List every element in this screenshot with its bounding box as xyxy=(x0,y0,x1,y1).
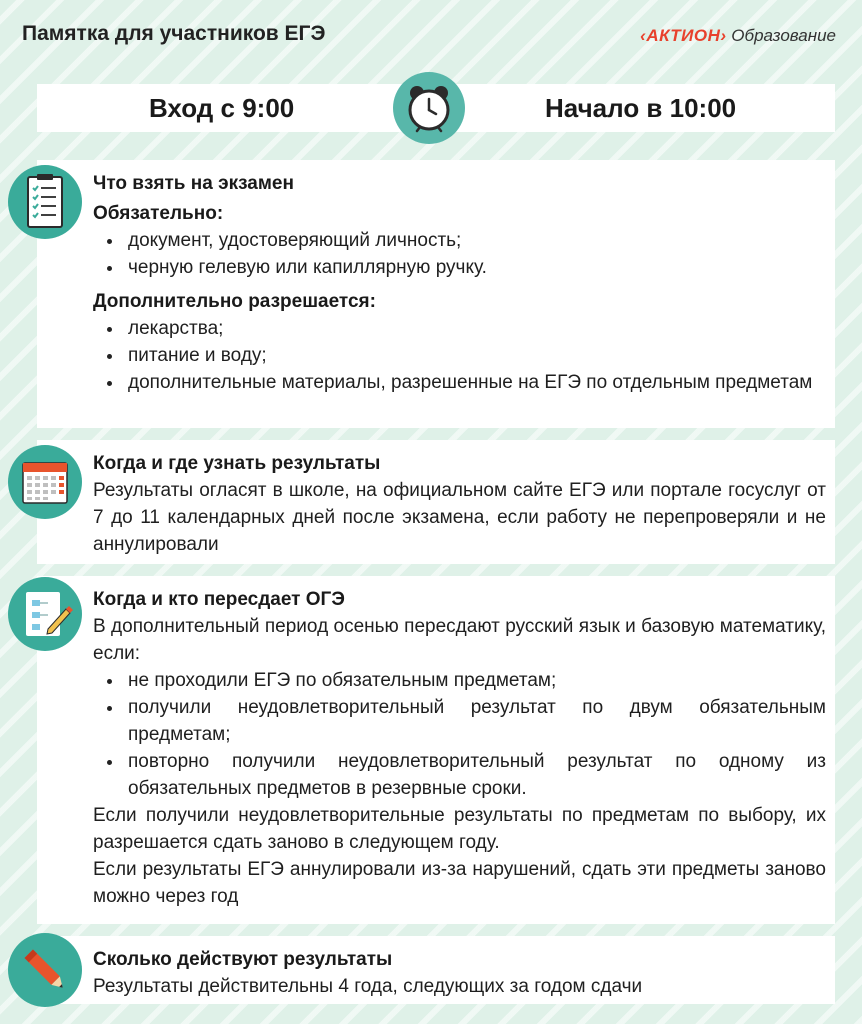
list-item: питание и воду; xyxy=(93,342,826,369)
optional-list xyxy=(93,315,826,396)
calendar-icon xyxy=(8,445,82,519)
brand-mark: ‹АКТИОН› xyxy=(640,26,727,45)
list-item: лекарства; xyxy=(93,315,826,342)
list-item: повторно получили неудовлетворительный результат по одному из обязательных предметов в резервные сроки. xyxy=(93,748,826,802)
list-item: получили неудовлетворительный результат по двум обязательным предметам; xyxy=(93,694,826,748)
required-title: Обязательно: xyxy=(93,203,224,224)
required-list xyxy=(93,227,826,281)
brand-word: Образование xyxy=(731,26,836,45)
section-note: Если получили неудовлетворительные результаты по предметам по выбору, их разрешается сдать заново в следующем году. xyxy=(93,805,826,853)
section-title: Сколько действуют результаты xyxy=(93,949,393,970)
optional-title: Дополнительно разрешается: xyxy=(93,291,376,312)
section-note: Если результаты ЕГЭ аннулировали из-за нарушений, сдать эти предметы заново можно через год xyxy=(93,859,826,907)
section-title: Когда и кто пересдает ОГЭ xyxy=(93,589,345,610)
list-item: дополнительные материалы, разрешенные на ЕГЭ по отдельным предметам xyxy=(93,369,826,396)
list-item: не проходили ЕГЭ по обязательным предметам; xyxy=(93,667,826,694)
document-edit-icon xyxy=(8,577,82,651)
section-text: Результаты огласят в школе, на официальном сайте ЕГЭ или портале госуслуг от 7 до 11 календарных дней после экзамена, если работу не перепроверяли и не аннулировали xyxy=(93,480,826,555)
list-item: документ, удостоверяющий личность; xyxy=(93,227,826,254)
pencil-icon xyxy=(8,933,82,1007)
start-time: Начало в 10:00 xyxy=(545,93,737,123)
alarm-clock-icon xyxy=(393,72,465,144)
card-retake xyxy=(37,576,835,924)
card-validity xyxy=(37,936,835,1004)
section-intro: В дополнительный период осенью пересдают русский язык и базовую математику, если: xyxy=(93,616,826,664)
section-title: Что взять на экзамен xyxy=(93,173,294,194)
brand-logo xyxy=(640,26,836,46)
page-title: Памятка для участников ЕГЭ xyxy=(22,22,326,45)
section-title: Когда и где узнать результаты xyxy=(93,453,381,474)
entry-time: Вход с 9:00 xyxy=(149,93,295,123)
card-what-to-bring xyxy=(37,160,835,428)
list-item: черную гелевую или капиллярную ручку. xyxy=(93,254,826,281)
checklist-icon xyxy=(8,165,82,239)
card-results-where xyxy=(37,440,835,564)
section-text: Результаты действительны 4 года, следующих за годом сдачи xyxy=(93,976,643,997)
retake-list xyxy=(93,667,826,802)
